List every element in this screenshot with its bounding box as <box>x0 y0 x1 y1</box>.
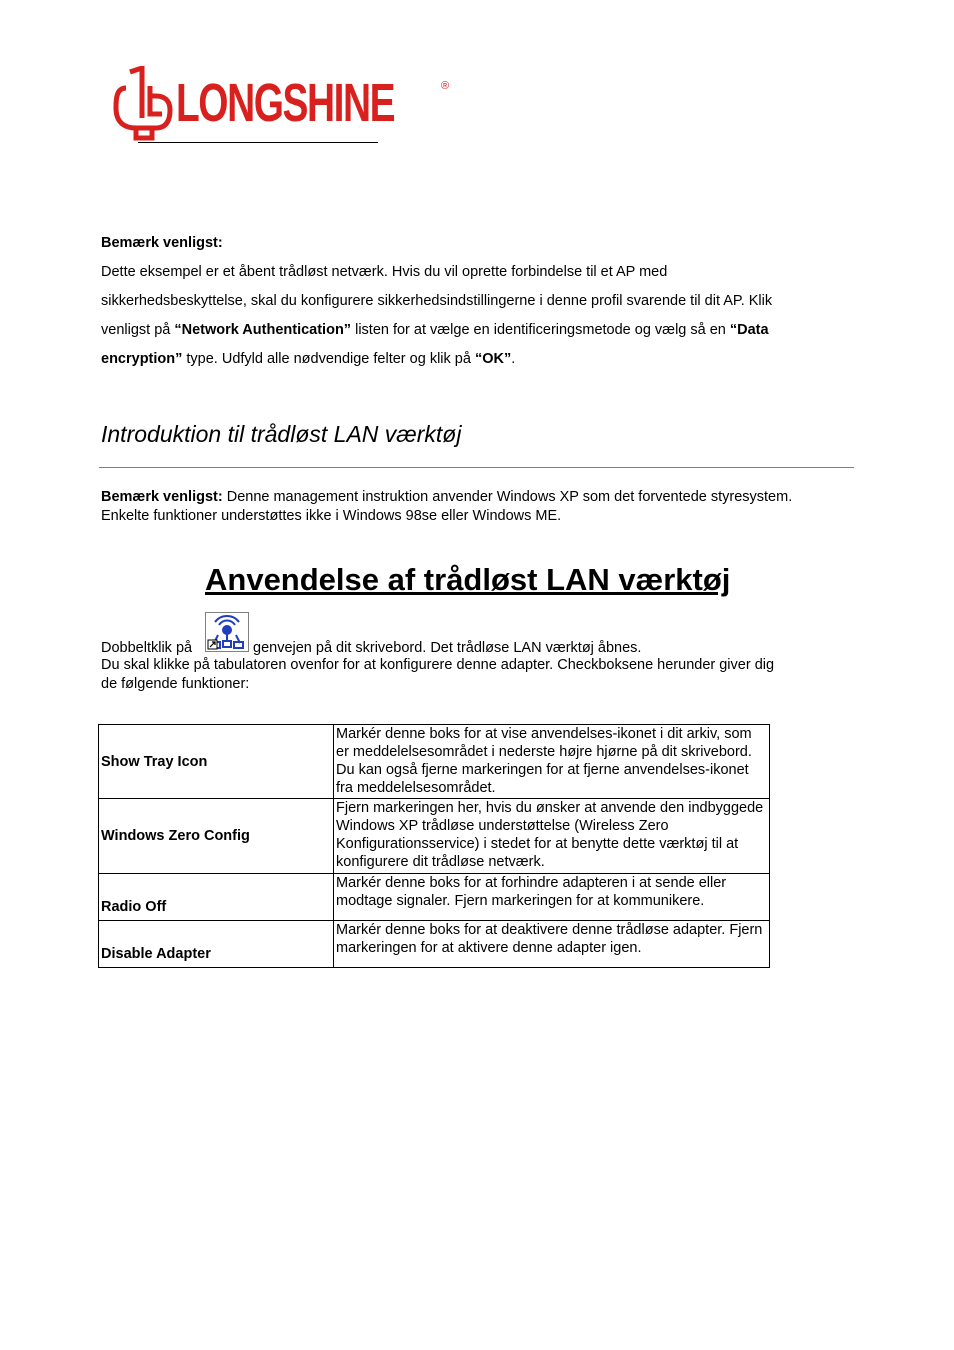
note-line-3 <box>101 316 861 345</box>
note-block-2 <box>101 488 871 525</box>
note-block-1 <box>101 229 861 374</box>
function-table <box>98 724 770 968</box>
row-desc-show-tray-icon: Markér denne boks for at vise anvendelses-ikonet i dit arkiv, som er meddelelsesområdet i nederste højre hjørne på dit skrivebord. Du kan også fjerne markeringen for at fjerne anvendelses-ikonet fra meddelelsesområdet. <box>334 725 770 799</box>
page-title: Anvendelse af trådløst LAN værktøj <box>205 562 731 597</box>
table-row <box>99 799 770 874</box>
usage-line-1 <box>101 612 871 656</box>
usage-paragraph <box>101 612 871 693</box>
usage-rest <box>101 656 871 693</box>
table-row <box>99 725 770 799</box>
registered-mark: ® <box>441 80 450 92</box>
row-label-radio-off: Radio Off <box>99 874 334 921</box>
usage-pre: Dobbeltklik på <box>101 640 193 656</box>
row-label-show-tray-icon: Show Tray Icon <box>99 725 334 799</box>
note2-line-2: Enkelte funktioner understøttes ikke i Windows 98se eller Windows ME. <box>101 507 562 524</box>
note-line-4-d: . <box>511 351 516 367</box>
row-desc-windows-zero-config: Fjern markeringen her, hvis du ønsker at anvende den indbyggede Windows XP trådløse understøttelse (Wireless Zero Konfigurationsservice) i stedet for at benytte dette værktøj til at konfigurere dit trådløse netværk. <box>334 799 770 874</box>
table-row <box>99 921 770 968</box>
row-label-windows-zero-config: Windows Zero Config <box>99 799 334 874</box>
row-label-disable-adapter: Disable Adapter <box>99 921 334 968</box>
data-term: “Data <box>729 322 769 338</box>
table-row <box>99 874 770 921</box>
logo-wordmark: LONGSHINE <box>176 73 395 133</box>
network-authentication-term: “Network Authentication” <box>174 322 352 338</box>
note-line-4-b: type. Udfyld alle nødvendige felter og klik på <box>182 351 475 367</box>
heading-rule <box>99 467 854 468</box>
usage-line-2: Du skal klikke på tabulatoren ovenfor for at konfigurere denne adapter. Checkboksene herunder giver dig <box>101 657 775 673</box>
note-line-1: Dette eksempel er et åbent trådløst netværk. Hvis du vil oprette forbindelse til et AP med <box>101 264 668 280</box>
logo-underline <box>138 142 378 143</box>
section-heading: Introduktion til trådløst LAN værktøj <box>101 421 462 447</box>
longshine-logo-mark-icon <box>112 66 174 142</box>
note-line-2: sikkerhedsbeskyttelse, skal du konfigurere sikkerhedsindstillingerne i denne profil svarende til dit AP. Klik <box>101 293 773 309</box>
row-desc-disable-adapter: Markér denne boks for at deaktivere denne trådløse adapter. Fjern markeringen for at aktivere denne adapter igen. <box>334 921 770 968</box>
note2-heading: Bemærk venligst: <box>101 489 223 505</box>
ok-term: “OK” <box>474 351 512 367</box>
note-line-3-c: listen for at vælge en identificeringsmetode og vælg så en <box>351 322 730 338</box>
encryption-term: encryption” <box>101 351 183 367</box>
usage-line-3: de følgende funktioner: <box>101 675 250 692</box>
note2-text-1: Denne management instruktion anvender Windows XP som det forventede styresystem. <box>222 489 793 505</box>
note-heading: Bemærk venligst: <box>101 235 223 251</box>
wireless-utility-icon <box>205 612 249 652</box>
note-line-4 <box>101 345 861 374</box>
row-desc-radio-off: Markér denne boks for at forhindre adapteren i at sende eller modtage signaler. Fjern markeringen for at kommunikere. <box>334 874 770 921</box>
usage-post: genvejen på dit skrivebord. Det trådløse LAN værktøj åbnes. <box>253 640 642 656</box>
longshine-logo <box>112 66 457 148</box>
note-line-3-a: venligst på <box>101 322 175 338</box>
note2-line-1 <box>101 488 871 507</box>
